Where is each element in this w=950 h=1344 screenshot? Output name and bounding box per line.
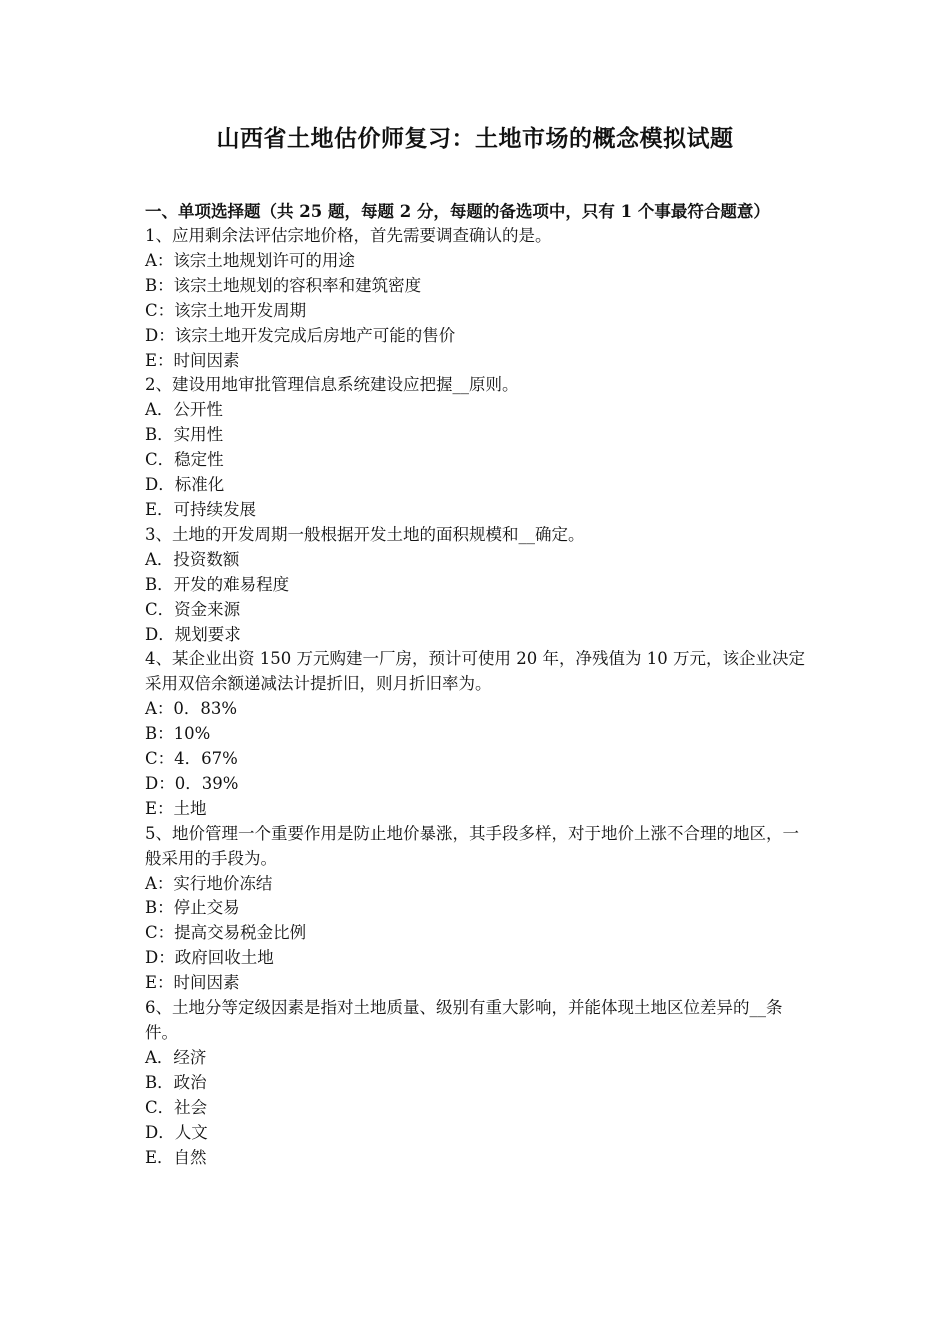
question-stem: 5、地价管理一个重要作用是防止地价暴涨，其手段多样，对于地价上涨不合理的地区，一般采用的手段为。 xyxy=(145,823,799,868)
option-a: A．投资数额 xyxy=(145,549,240,569)
option-c: C．稳定性 xyxy=(145,450,224,470)
question-5 xyxy=(145,822,809,996)
option-e: E：时间因素 xyxy=(145,350,240,370)
option-c: C．社会 xyxy=(145,1097,208,1117)
question-stem: 2、建设用地审批管理信息系统建设应把握__原则。 xyxy=(145,375,519,395)
option-d: D：政府回收土地 xyxy=(145,948,274,968)
option-e: E．可持续发展 xyxy=(145,499,257,519)
option-c: C：该宗土地开发周期 xyxy=(145,300,307,320)
question-6 xyxy=(145,996,809,1170)
option-b: B．政治 xyxy=(145,1072,207,1092)
option-a: A：0．83% xyxy=(145,699,238,719)
option-b: B：10% xyxy=(145,724,211,744)
option-b: B．实用性 xyxy=(145,425,224,445)
option-c: C．资金来源 xyxy=(145,599,241,619)
option-d: D．规划要求 xyxy=(145,624,241,644)
question-stem: 3、土地的开发周期一般根据开发土地的面积规模和__确定。 xyxy=(145,524,585,544)
question-2 xyxy=(145,373,809,522)
option-a: A．经济 xyxy=(145,1047,207,1067)
section-heading: 一、单项选择题（共 25 题，每题 2 分，每题的备选项中，只有 1 个事最符合题意） xyxy=(145,202,770,221)
option-b: B：停止交易 xyxy=(145,898,240,918)
option-a: A．公开性 xyxy=(145,400,223,420)
question-3 xyxy=(145,523,809,648)
option-b: B．开发的难易程度 xyxy=(145,574,290,594)
option-d: D．标准化 xyxy=(145,475,225,495)
document-body xyxy=(145,199,809,1170)
option-e: E：时间因素 xyxy=(145,973,240,993)
question-4 xyxy=(145,647,809,821)
option-e: E：土地 xyxy=(145,798,207,818)
option-a: A：该宗土地规划许可的用途 xyxy=(145,250,355,270)
option-b: B：该宗土地规划的容积率和建筑密度 xyxy=(145,275,422,295)
question-stem: 4、某企业出资 150 万元购建一厂房，预计可使用 20 年，净残值为 10 万元，该企业决定采用双倍余额递减法计提折旧，则月折旧率为。 xyxy=(145,649,805,694)
option-d: D：0．39% xyxy=(145,773,239,793)
question-stem: 1、应用剩余法评估宗地价格，首先需要调查确认的是。 xyxy=(145,226,552,245)
option-e: E．自然 xyxy=(145,1147,207,1167)
option-a: A：实行地价冻结 xyxy=(145,873,273,893)
question-stem: 6、土地分等定级因素是指对土地质量、级别有重大影响，并能体现土地区位差异的__条件。 xyxy=(145,998,783,1042)
document-title: 山西省土地估价师复习：土地市场的概念模拟试题 xyxy=(216,125,734,152)
option-d: D．人文 xyxy=(145,1122,208,1142)
option-c: C：4．67% xyxy=(145,749,238,769)
option-c: C：提高交易税金比例 xyxy=(145,923,307,943)
question-1 xyxy=(145,224,809,373)
option-d: D：该宗土地开发完成后房地产可能的售价 xyxy=(145,325,456,345)
